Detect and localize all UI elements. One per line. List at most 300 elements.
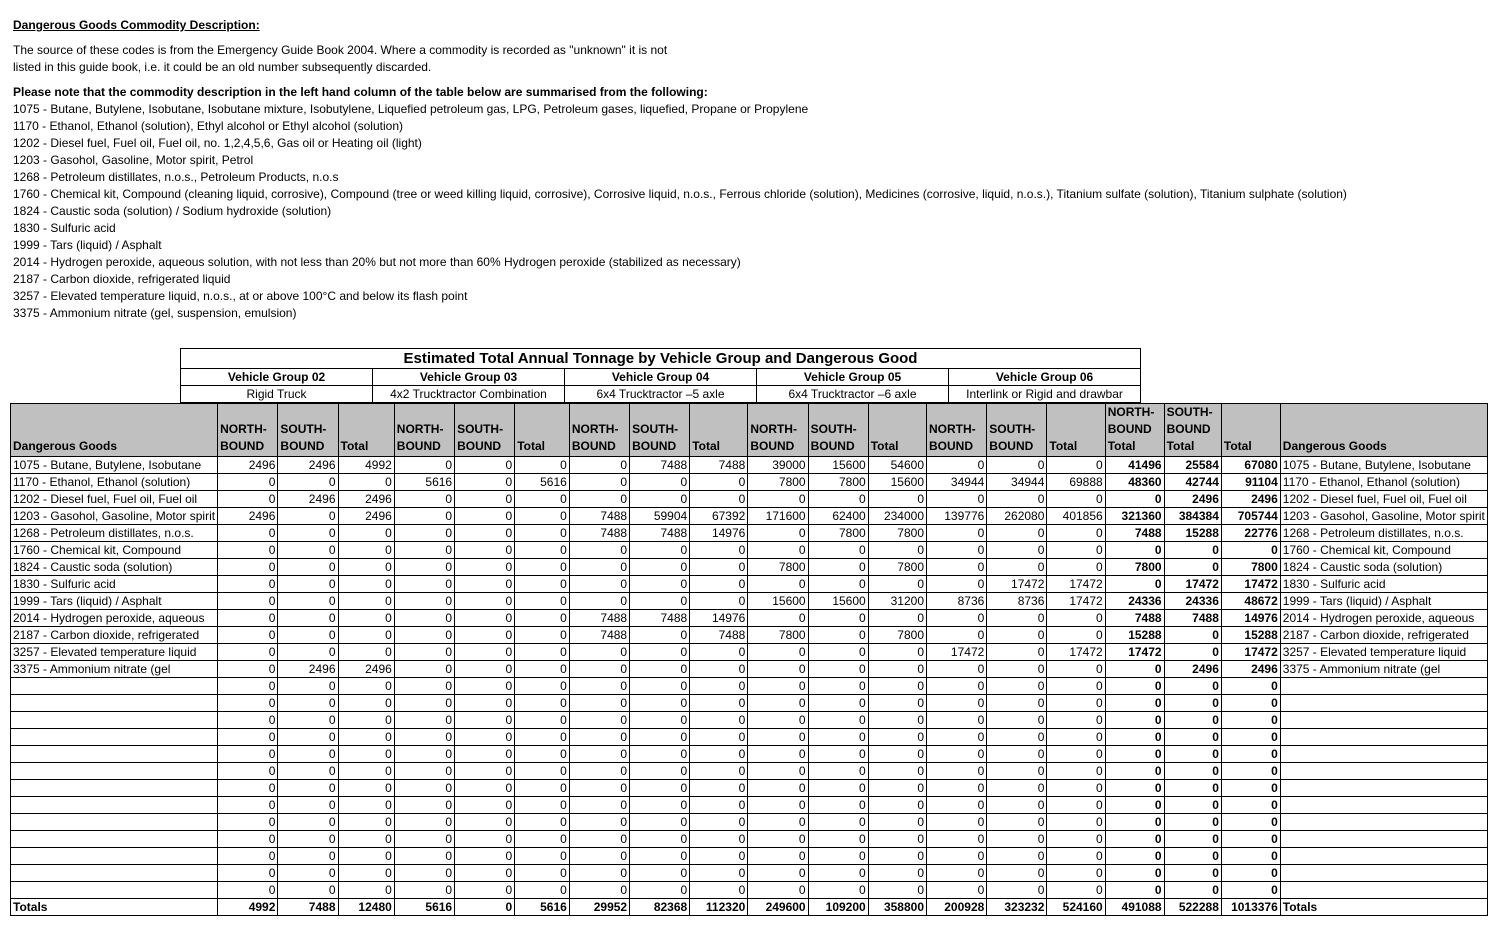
table-cell: 524160: [1047, 899, 1105, 916]
table-cell: 7488: [630, 457, 690, 474]
table-cell: 7800: [1221, 559, 1280, 576]
row-label: [11, 797, 218, 814]
table-cell: 0: [808, 780, 868, 797]
table-cell: 0: [515, 661, 570, 678]
table-row: [11, 797, 1488, 814]
column-header: Dangerous Goods: [1280, 404, 1487, 457]
table-cell: 0: [1221, 865, 1280, 882]
table-cell: 0: [987, 848, 1047, 865]
table-cell: 0: [868, 865, 926, 882]
row-label: 1999 - Tars (liquid) / Asphalt: [1280, 593, 1487, 610]
row-label: [1280, 763, 1487, 780]
code-line: 3375 - Ammonium nitrate (gel, suspension, emulsion): [13, 306, 297, 320]
table-cell: 0: [1047, 627, 1105, 644]
table-cell: 0: [927, 780, 987, 797]
table-cell: 0: [987, 661, 1047, 678]
table-cell: 0: [1164, 712, 1221, 729]
table-cell: 0: [394, 525, 454, 542]
table-row: [11, 678, 1488, 695]
column-header: Total: [338, 404, 394, 457]
table-cell: 0: [808, 865, 868, 882]
table-cell: 0: [927, 695, 987, 712]
table-cell: 0: [868, 729, 926, 746]
table-cell: 7488: [569, 610, 629, 627]
table-cell: 0: [808, 678, 868, 695]
table-cell: 0: [1047, 848, 1105, 865]
table-cell: 401856: [1047, 508, 1105, 525]
table-cell: 0: [1047, 525, 1105, 542]
column-header: Total: [515, 404, 570, 457]
table-cell: 0: [987, 610, 1047, 627]
table-cell: 0: [630, 678, 690, 695]
table-cell: 0: [630, 831, 690, 848]
table-cell: 0: [569, 882, 629, 899]
table-cell: 0: [338, 678, 394, 695]
table-cell: 0: [868, 797, 926, 814]
column-header: NORTH-BOUND: [569, 404, 629, 457]
table-cell: 0: [690, 746, 748, 763]
code-line: 3257 - Elevated temperature liquid, n.o.s., at or above 100°C and below its flash point: [13, 289, 468, 303]
table-cell: 0: [278, 576, 338, 593]
table-cell: 0: [394, 678, 454, 695]
code-line: 1202 - Diesel fuel, Fuel oil, Fuel oil, no. 1,2,4,5,6, Gas oil or Heating oil (light): [13, 136, 422, 150]
table-cell: 0: [569, 780, 629, 797]
table-cell: 0: [278, 474, 338, 491]
table-cell: 0: [569, 491, 629, 508]
table-cell: 321360: [1105, 508, 1164, 525]
table-cell: 0: [987, 763, 1047, 780]
table-cell: 0: [808, 797, 868, 814]
table-cell: 0: [278, 729, 338, 746]
table-cell: 15288: [1221, 627, 1280, 644]
row-label: [1280, 712, 1487, 729]
table-cell: 0: [630, 746, 690, 763]
table-cell: 7488: [278, 899, 338, 916]
row-label: [11, 848, 218, 865]
table-cell: 0: [278, 644, 338, 661]
table-cell: 0: [868, 780, 926, 797]
table-cell: 7488: [1105, 610, 1164, 627]
table-cell: 0: [927, 814, 987, 831]
table-cell: 0: [338, 525, 394, 542]
table-cell: 0: [1047, 882, 1105, 899]
table-cell: 0: [218, 559, 278, 576]
table-cell: 0: [1221, 831, 1280, 848]
table-cell: 0: [455, 882, 515, 899]
table-cell: 0: [218, 525, 278, 542]
table-cell: 5616: [515, 474, 570, 491]
table-cell: 0: [218, 763, 278, 780]
table-cell: 323232: [987, 899, 1047, 916]
table-row: [11, 848, 1488, 865]
table-cell: 0: [1105, 831, 1164, 848]
table-cell: 0: [394, 491, 454, 508]
table-row: [11, 712, 1488, 729]
table-cell: 7800: [748, 559, 808, 576]
table-cell: 0: [338, 593, 394, 610]
table-cell: 358800: [868, 899, 926, 916]
table-cell: 0: [868, 746, 926, 763]
table-cell: 0: [569, 746, 629, 763]
table-cell: 48672: [1221, 593, 1280, 610]
table-cell: 0: [987, 542, 1047, 559]
table-cell: 0: [1047, 457, 1105, 474]
table-cell: 0: [630, 695, 690, 712]
table-cell: 0: [455, 474, 515, 491]
code-line: 1824 - Caustic soda (solution) / Sodium hydroxide (solution): [13, 204, 332, 218]
table-cell: 0: [808, 644, 868, 661]
table-cell: 0: [987, 865, 1047, 882]
table-cell: 0: [278, 882, 338, 899]
table-cell: 0: [455, 678, 515, 695]
table-cell: 0: [394, 882, 454, 899]
table-cell: 0: [394, 814, 454, 831]
table-cell: 0: [748, 695, 808, 712]
code-line: 2187 - Carbon dioxide, refrigerated liquid: [13, 272, 231, 286]
table-cell: 0: [630, 627, 690, 644]
row-label: [11, 814, 218, 831]
table-cell: 0: [455, 729, 515, 746]
totals-row: [11, 899, 1488, 916]
table-cell: 0: [569, 542, 629, 559]
column-header: NORTH-BOUND: [927, 404, 987, 457]
column-header: Total: [690, 404, 748, 457]
table-cell: 0: [808, 712, 868, 729]
row-label: 2187 - Carbon dioxide, refrigerated: [1280, 627, 1487, 644]
table-cell: 0: [1164, 780, 1221, 797]
table-cell: 0: [1221, 848, 1280, 865]
table-cell: 0: [987, 814, 1047, 831]
group-name: Vehicle Group 03: [373, 369, 565, 386]
table-cell: 0: [808, 542, 868, 559]
table-cell: 0: [987, 780, 1047, 797]
table-cell: 0: [808, 882, 868, 899]
table-cell: 2496: [218, 457, 278, 474]
table-row: [11, 576, 1488, 593]
table-cell: 0: [748, 610, 808, 627]
table-cell: 7488: [569, 525, 629, 542]
table-cell: 0: [218, 474, 278, 491]
table-cell: 0: [1164, 644, 1221, 661]
table-cell: 0: [868, 814, 926, 831]
table-cell: 67080: [1221, 457, 1280, 474]
table-cell: 0: [455, 457, 515, 474]
table-cell: 31200: [868, 593, 926, 610]
table-cell: 0: [1164, 678, 1221, 695]
table-cell: 0: [1164, 695, 1221, 712]
table-cell: 0: [1105, 661, 1164, 678]
table-row: [11, 865, 1488, 882]
table-cell: 0: [748, 865, 808, 882]
table-cell: 0: [1105, 576, 1164, 593]
intro-section: [13, 17, 1347, 322]
table-cell: 0: [808, 831, 868, 848]
row-label: 2187 - Carbon dioxide, refrigerated: [11, 627, 218, 644]
table-cell: 0: [690, 814, 748, 831]
code-line: 1760 - Chemical kit, Compound (cleaning liquid, corrosive), Compound (tree or weed killing liquid, corrosive), Corrosive liquid, n.o.s., Ferrous chloride (solution), Medicines (corrosive, liquid, n.o.s.), Titanium sulfate (solution), Titanium sulphate (solution): [13, 187, 1347, 201]
table-cell: 0: [278, 712, 338, 729]
table-cell: 0: [569, 593, 629, 610]
row-label: 1760 - Chemical kit, Compound: [1280, 542, 1487, 559]
table-cell: 7800: [868, 627, 926, 644]
table-cell: 17472: [987, 576, 1047, 593]
table-cell: 7488: [569, 508, 629, 525]
table-cell: 0: [218, 593, 278, 610]
row-label: [1280, 678, 1487, 695]
table-cell: 0: [1164, 831, 1221, 848]
table-cell: 0: [690, 729, 748, 746]
table-cell: 0: [1164, 882, 1221, 899]
table-cell: 0: [515, 559, 570, 576]
table-cell: 0: [338, 474, 394, 491]
table-cell: 0: [394, 763, 454, 780]
table-row: [11, 763, 1488, 780]
table-cell: 17472: [1105, 644, 1164, 661]
table-cell: 0: [748, 525, 808, 542]
table-cell: 0: [927, 797, 987, 814]
column-header: SOUTH-BOUND: [808, 404, 868, 457]
table-cell: 0: [630, 814, 690, 831]
table-cell: 2496: [1164, 661, 1221, 678]
table-cell: 0: [987, 712, 1047, 729]
table-cell: 0: [630, 661, 690, 678]
table-cell: 0: [690, 474, 748, 491]
table-cell: 67392: [690, 508, 748, 525]
table-cell: 0: [987, 559, 1047, 576]
table-cell: 0: [1105, 729, 1164, 746]
row-label: [11, 712, 218, 729]
table-row: [11, 644, 1488, 661]
table-row: [11, 695, 1488, 712]
group-desc: 6x4 Trucktractor –6 axle: [757, 386, 949, 403]
table-cell: 7800: [808, 525, 868, 542]
table-cell: 0: [278, 848, 338, 865]
table-row: [11, 610, 1488, 627]
row-label: [11, 831, 218, 848]
table-cell: 0: [394, 729, 454, 746]
table-cell: 0: [455, 576, 515, 593]
group-name: Vehicle Group 06: [949, 369, 1141, 386]
row-label: 3257 - Elevated temperature liquid: [11, 644, 218, 661]
row-label: [1280, 729, 1487, 746]
column-header: SOUTH-BOUND: [278, 404, 338, 457]
table-cell: 0: [515, 865, 570, 882]
table-cell: 0: [218, 695, 278, 712]
table-cell: 0: [394, 797, 454, 814]
table-cell: 0: [338, 746, 394, 763]
group-desc: Interlink or Rigid and drawbar: [949, 386, 1141, 403]
table-row: [11, 882, 1488, 899]
table-cell: 0: [1221, 763, 1280, 780]
table-cell: 0: [1164, 865, 1221, 882]
row-label: [11, 882, 218, 899]
row-label: [11, 763, 218, 780]
row-label: [11, 865, 218, 882]
table-cell: 0: [1047, 865, 1105, 882]
table-cell: 0: [630, 644, 690, 661]
table-cell: 15600: [808, 593, 868, 610]
table-cell: 2496: [218, 508, 278, 525]
table-cell: 0: [868, 644, 926, 661]
table-cell: 0: [1047, 814, 1105, 831]
table-cell: 0: [455, 746, 515, 763]
table-cell: 0: [394, 627, 454, 644]
table-cell: 0: [338, 797, 394, 814]
table-cell: 0: [1047, 678, 1105, 695]
table-cell: 0: [394, 712, 454, 729]
table-cell: 0: [515, 763, 570, 780]
column-header: SOUTH-BOUND: [987, 404, 1047, 457]
table-cell: 7488: [1105, 525, 1164, 542]
table-cell: 0: [455, 899, 515, 916]
row-label: [11, 729, 218, 746]
table-cell: 0: [394, 457, 454, 474]
table-cell: 17472: [1047, 576, 1105, 593]
table-cell: 0: [927, 865, 987, 882]
table-cell: 0: [515, 848, 570, 865]
table-cell: 705744: [1221, 508, 1280, 525]
table-cell: 0: [808, 610, 868, 627]
table-cell: 0: [218, 644, 278, 661]
table-cell: 0: [278, 559, 338, 576]
table-cell: 0: [1164, 848, 1221, 865]
table-cell: 25584: [1164, 457, 1221, 474]
table-cell: 15600: [748, 593, 808, 610]
table-cell: 7800: [808, 474, 868, 491]
table-cell: 0: [278, 610, 338, 627]
table-cell: 0: [630, 474, 690, 491]
code-line: 1268 - Petroleum distillates, n.o.s., Petroleum Products, n.o.s: [13, 170, 339, 184]
column-header: Total: [1221, 404, 1280, 457]
table-cell: 0: [278, 814, 338, 831]
table-cell: 0: [868, 882, 926, 899]
table-cell: 0: [987, 457, 1047, 474]
table-cell: 7488: [1164, 610, 1221, 627]
row-label: 1203 - Gasohol, Gasoline, Motor spirit: [1280, 508, 1487, 525]
table-cell: 0: [748, 763, 808, 780]
table-cell: 0: [569, 576, 629, 593]
table-cell: 0: [278, 831, 338, 848]
table-cell: 491088: [1105, 899, 1164, 916]
table-cell: 0: [569, 559, 629, 576]
table-cell: 2496: [1221, 661, 1280, 678]
table-cell: 0: [987, 627, 1047, 644]
table-cell: 0: [515, 644, 570, 661]
table-cell: 0: [868, 763, 926, 780]
table-cell: 0: [987, 695, 1047, 712]
table-cell: 42744: [1164, 474, 1221, 491]
table-cell: 0: [630, 848, 690, 865]
table-cell: 2496: [338, 661, 394, 678]
table-cell: 0: [1047, 695, 1105, 712]
table-row: [11, 729, 1488, 746]
table-cell: 0: [515, 695, 570, 712]
table-cell: 0: [927, 831, 987, 848]
row-label: Totals: [11, 899, 218, 916]
table-cell: 0: [927, 559, 987, 576]
table-cell: 0: [868, 695, 926, 712]
table-cell: 0: [338, 831, 394, 848]
table-cell: 234000: [868, 508, 926, 525]
table-cell: 0: [630, 780, 690, 797]
table-cell: 2496: [278, 661, 338, 678]
table-cell: 0: [868, 542, 926, 559]
table-cell: 0: [218, 831, 278, 848]
column-header: NORTH-BOUND Total: [1105, 404, 1164, 457]
table-cell: 0: [808, 729, 868, 746]
table-cell: 0: [987, 525, 1047, 542]
table-cell: 0: [218, 797, 278, 814]
code-line: 1830 - Sulfuric acid: [13, 221, 116, 235]
table-cell: 7488: [690, 627, 748, 644]
table-cell: 2496: [278, 491, 338, 508]
table-cell: 7488: [630, 610, 690, 627]
table-cell: 0: [455, 525, 515, 542]
row-label: [1280, 882, 1487, 899]
table-cell: 0: [987, 678, 1047, 695]
table-cell: 0: [394, 848, 454, 865]
table-cell: 0: [338, 542, 394, 559]
row-label: [1280, 865, 1487, 882]
table-cell: 0: [569, 848, 629, 865]
table-cell: 0: [394, 542, 454, 559]
table-cell: 0: [630, 882, 690, 899]
table-cell: 0: [748, 831, 808, 848]
table-cell: 5616: [515, 899, 570, 916]
table-cell: 0: [1164, 729, 1221, 746]
table-cell: 0: [1047, 763, 1105, 780]
table-cell: 0: [1047, 780, 1105, 797]
table-cell: 0: [1221, 542, 1280, 559]
table-cell: 0: [218, 661, 278, 678]
table-cell: 0: [569, 678, 629, 695]
group-name: Vehicle Group 02: [181, 369, 373, 386]
table-cell: 0: [690, 644, 748, 661]
row-label: 1202 - Diesel fuel, Fuel oil, Fuel oil: [11, 491, 218, 508]
table-cell: 0: [1221, 882, 1280, 899]
table-cell: 2496: [1221, 491, 1280, 508]
table-cell: 0: [690, 780, 748, 797]
row-label: 1999 - Tars (liquid) / Asphalt: [11, 593, 218, 610]
table-cell: 0: [690, 576, 748, 593]
table-cell: 0: [218, 576, 278, 593]
row-label: 2014 - Hydrogen peroxide, aqueous: [11, 610, 218, 627]
table-cell: 171600: [748, 508, 808, 525]
table-cell: 0: [630, 729, 690, 746]
table-row: [11, 831, 1488, 848]
table-cell: 14976: [690, 525, 748, 542]
table-cell: 0: [927, 457, 987, 474]
table-cell: 0: [394, 576, 454, 593]
column-header: SOUTH-BOUND Total: [1164, 404, 1221, 457]
table-cell: 0: [630, 576, 690, 593]
table-cell: 4992: [218, 899, 278, 916]
table-cell: 0: [394, 610, 454, 627]
row-label: 1268 - Petroleum distillates, n.o.s.: [11, 525, 218, 542]
table-cell: 0: [630, 559, 690, 576]
table-cell: 0: [569, 729, 629, 746]
table-cell: 0: [455, 508, 515, 525]
table-cell: 0: [1105, 678, 1164, 695]
summary-note: Please note that the commodity description in the left hand column of the table below are summarised from the following:: [13, 85, 708, 99]
table-cell: 0: [630, 542, 690, 559]
table-row: [11, 593, 1488, 610]
table-cell: 0: [569, 763, 629, 780]
table-cell: 0: [515, 576, 570, 593]
table-cell: 0: [569, 644, 629, 661]
table-cell: 0: [808, 746, 868, 763]
row-label: 1830 - Sulfuric acid: [11, 576, 218, 593]
